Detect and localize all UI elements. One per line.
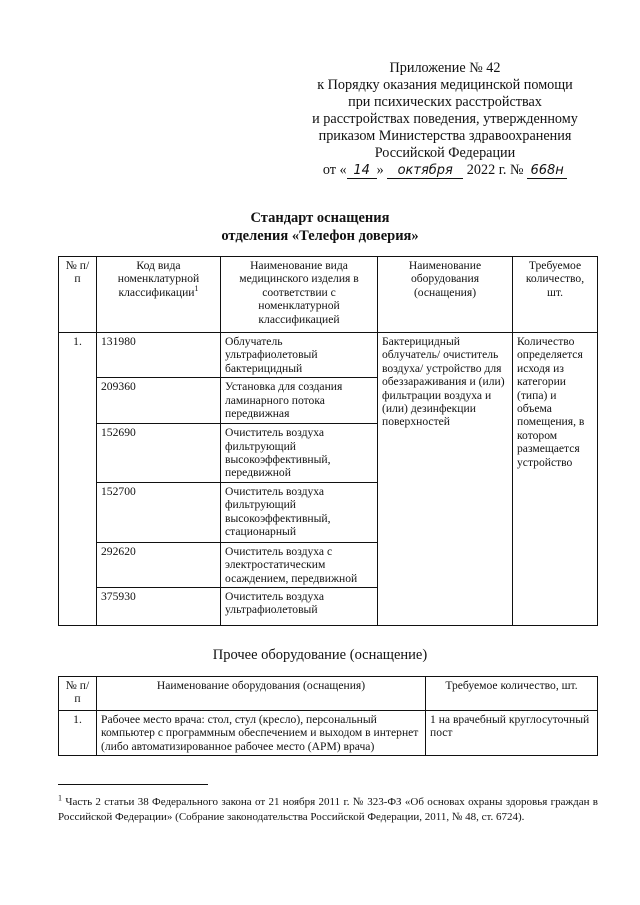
footnote-marker: 1 (58, 793, 62, 803)
appendix-line: к Порядку оказания медицинской помощи (317, 77, 573, 93)
year-text: 2022 г. № (466, 162, 524, 178)
classification-code: 152700 (97, 482, 221, 542)
date-prefix: от « (322, 162, 347, 178)
appendix-line: приказом Министерства здравоохранения (318, 128, 572, 144)
title-line-1: Стандарт оснащения (250, 210, 390, 226)
table-header-row (59, 677, 598, 711)
device-name: Очиститель воздуха ультрафиолетовый (221, 588, 378, 626)
header-quantity: Требуемое количество, шт. (513, 257, 598, 333)
table-row (59, 333, 598, 378)
device-name: Установка для создания ламинарного потока передвижная (221, 378, 378, 424)
row-number: 1. (59, 711, 97, 756)
document-title (0, 209, 640, 245)
footnote-separator (58, 784, 208, 785)
appendix-line: Российской Федерации (374, 145, 516, 161)
device-name: Очиститель воздуха фильтрующий высокоэффективный, стационарный (221, 482, 378, 542)
classification-code: 152690 (97, 424, 221, 483)
classification-code: 292620 (97, 542, 221, 587)
classification-code: 209360 (97, 378, 221, 424)
appendix-line: и расстройствах поведения, утвержденному (312, 111, 578, 127)
appendix-line: при психических расстройствах (348, 94, 542, 110)
appendix-line: Приложение № 42 (389, 60, 501, 76)
header-name: Наименование оборудования (оснащения) (97, 677, 426, 711)
handwritten-order-number: 668н (527, 163, 567, 179)
header-name: Наименование вида медицинского изделия в соответствии с номенклатурной классификацией (221, 257, 378, 333)
handwritten-day: 14 (347, 163, 377, 179)
device-name: Очиститель воздуха с электростатическим осаждением, передвижной (221, 542, 378, 587)
appendix-header (300, 60, 590, 179)
row-number: 1. (59, 333, 97, 626)
classification-code: 375930 (97, 588, 221, 626)
header-code (97, 257, 221, 333)
equipment-name: Рабочее место врача: стол, стул (кресло), персональный компьютер с программным обеспечением и выходом в интернет (либо автоматизированное рабочее место (АРМ) врача) (97, 711, 426, 756)
required-quantity: 1 на врачебный круглосуточный пост (426, 711, 598, 756)
header-equipment: Наименование оборудования (оснащения) (378, 257, 513, 333)
table-header-row (59, 257, 598, 333)
header-num: № п/п (59, 257, 97, 333)
required-quantity: Количество определяется исходя из категории (типа) и объема помещения, в котором размещается устройство (513, 333, 598, 626)
classification-code: 131980 (97, 333, 221, 378)
footnote-text: Часть 2 статьи 38 Федерального закона от 21 ноября 2011 г. № 323-ФЗ «Об основах охраны здоровья граждан в Российской Федерации» (Собрание законодательства Российской Федерации, 2011, № 48, ст. 6724). (58, 796, 599, 823)
device-name: Облучатель ультрафиолетовый бактерицидный (221, 333, 378, 378)
section-subtitle: Прочее оборудование (оснащение) (212, 647, 428, 663)
header-quantity: Требуемое количество, шт. (426, 677, 598, 711)
title-line-2: отделения «Телефон доверия» (221, 228, 419, 244)
footnote-ref: 1 (194, 283, 199, 293)
footnote (58, 795, 598, 825)
date-mid: » (376, 162, 384, 178)
order-date-line (300, 162, 590, 179)
device-name: Очиститель воздуха фильтрующий высокоэффективный, передвижной (221, 424, 378, 483)
table-row (59, 711, 598, 756)
equipment-name: Бактерицидный облучатель/ очиститель воздуха/ устройство для обеззараживания и (или) фильтрации воздуха и (или) дезинфекции поверхностей (378, 333, 513, 626)
header-num: № п/п (59, 677, 97, 711)
equipment-standard-table (58, 256, 598, 626)
header-code-text: Код вида номенклатурной классификации (117, 259, 200, 299)
handwritten-month: октября (387, 163, 463, 179)
other-equipment-table (58, 676, 598, 756)
